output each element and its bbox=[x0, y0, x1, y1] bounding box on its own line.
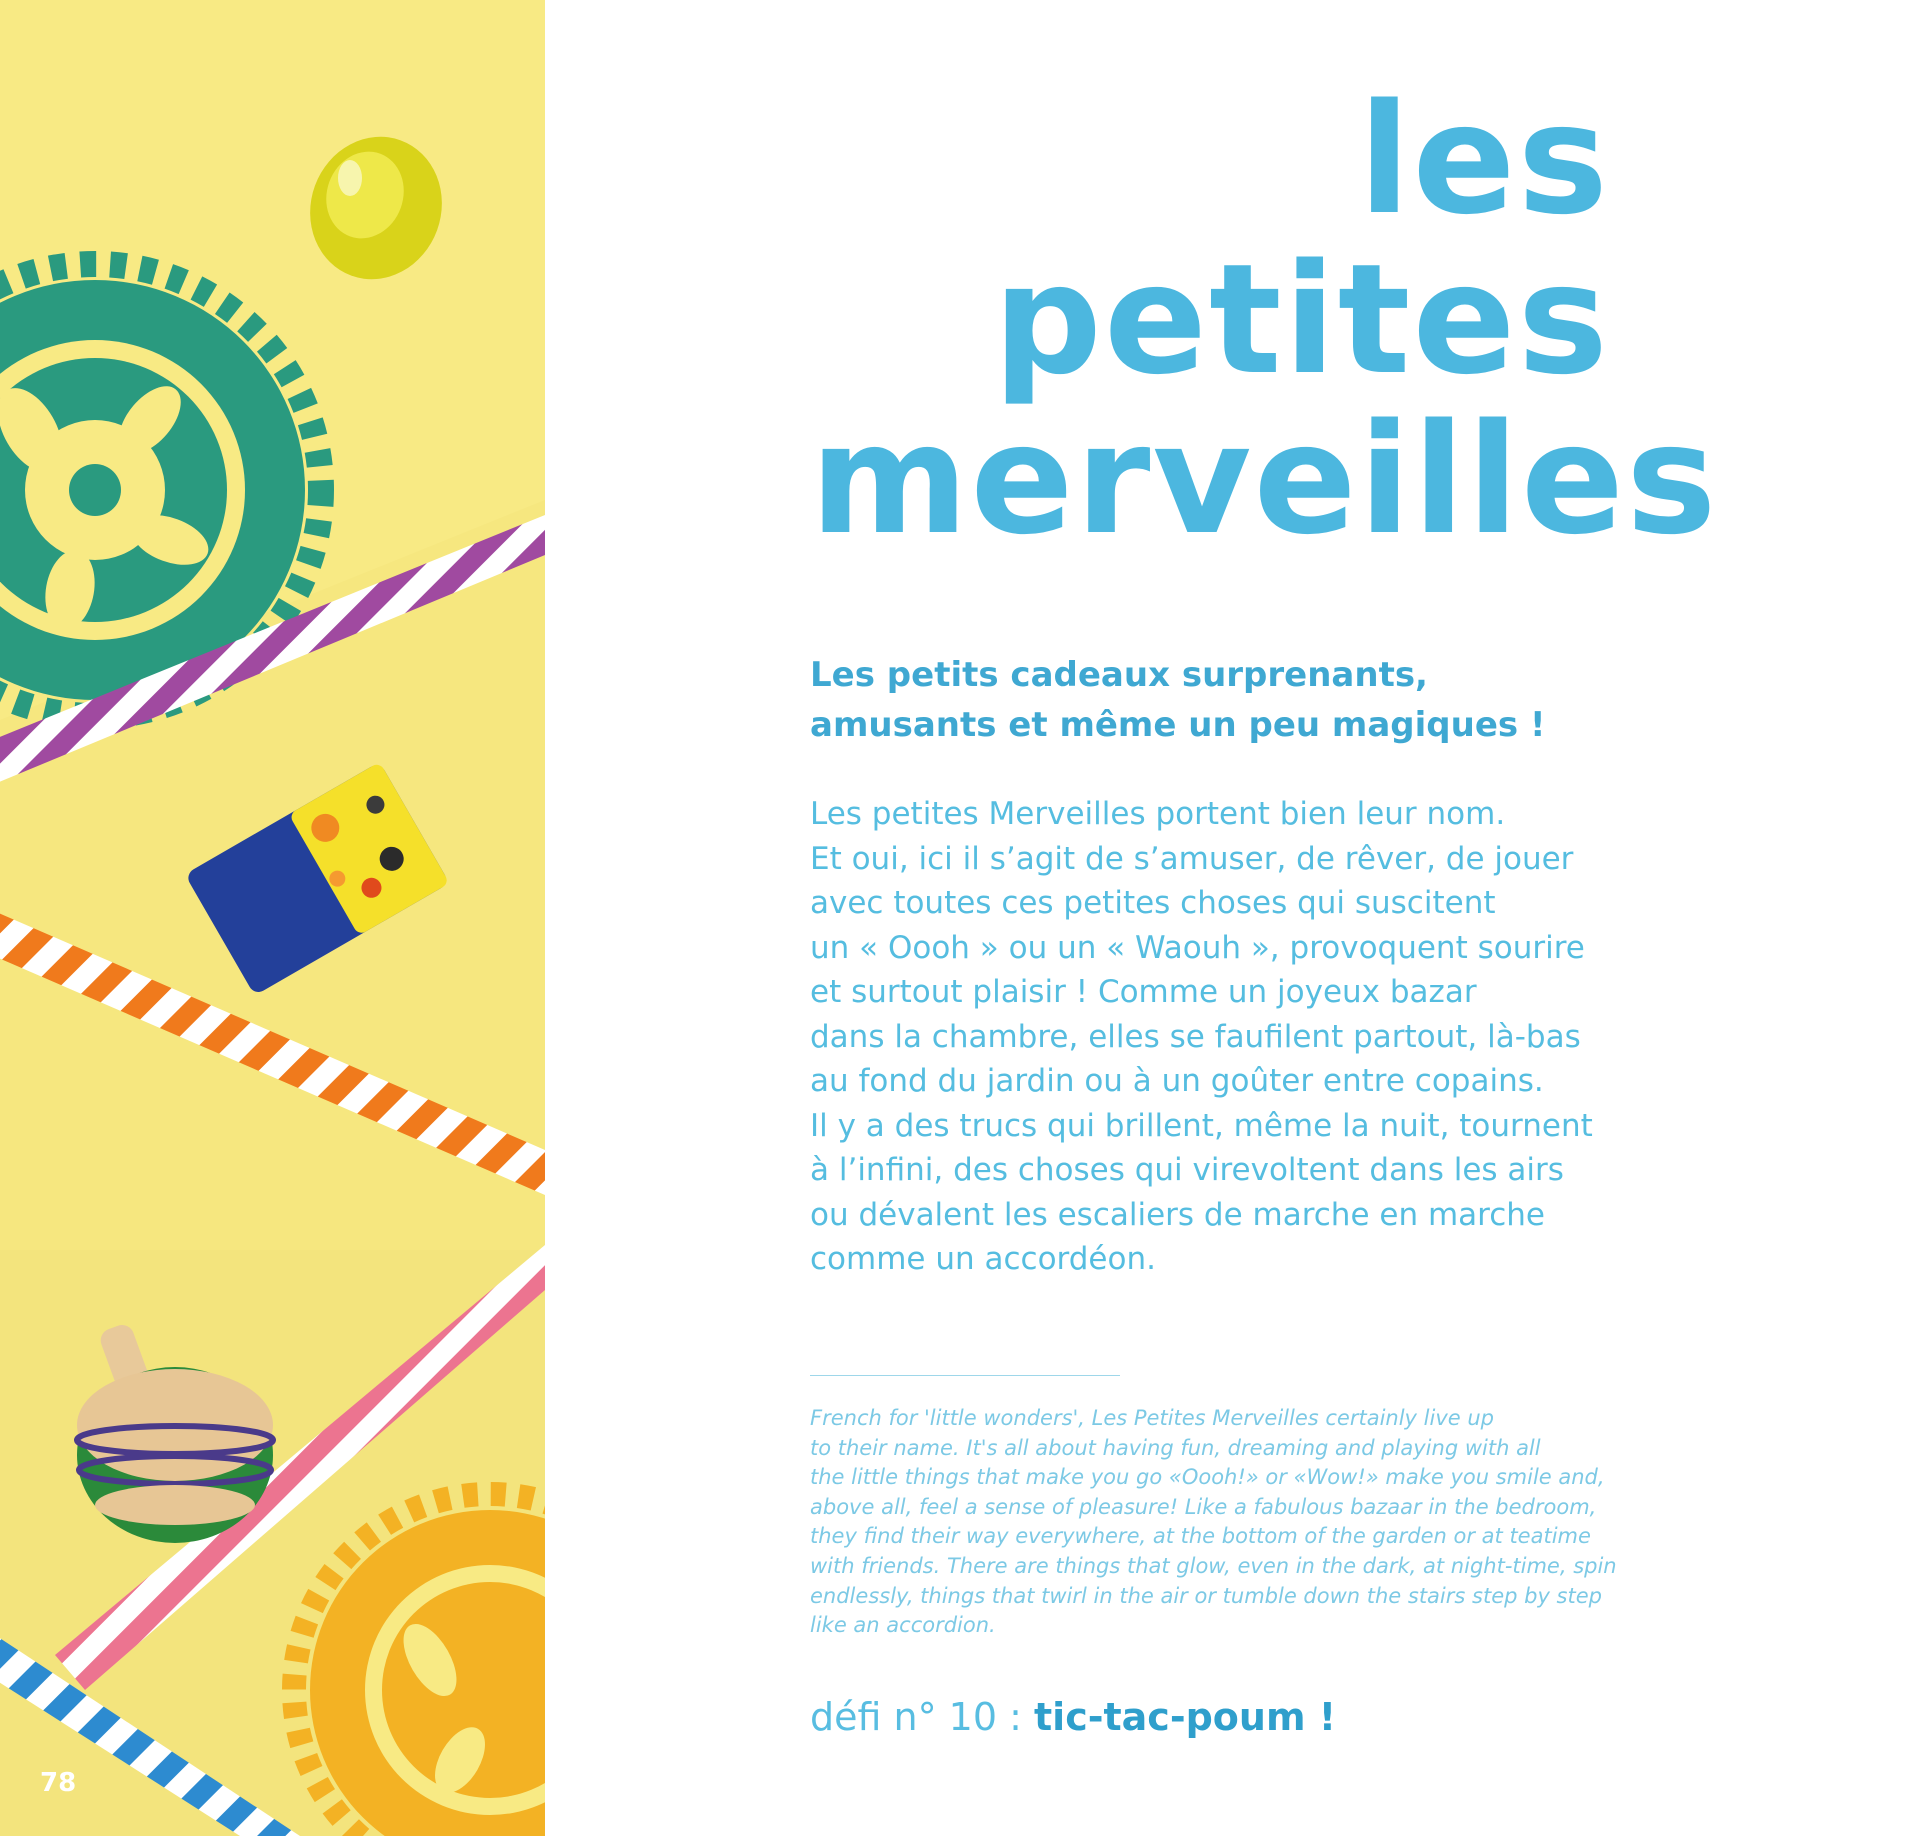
page-title bbox=[810, 71, 1719, 568]
body-line: Les petites Merveilles portent bien leur nom. bbox=[810, 796, 1506, 832]
body-line: Et oui, ici il s’agit de s’amuser, de rêver, de jouer bbox=[810, 840, 1574, 877]
body-line: Il y a des trucs qui brillent, même la nuit, tournent bbox=[810, 1107, 1593, 1144]
body-line: à l’infini, des choses qui virevoltent dans les airs bbox=[810, 1152, 1564, 1188]
yellow-candy bbox=[290, 118, 461, 298]
body-line: comme un accordéon. bbox=[810, 1241, 1156, 1277]
title-line-1: les bbox=[1358, 71, 1610, 248]
translation-line: to their name. It's all about having fun, dreaming and playing with all bbox=[810, 1435, 1541, 1460]
toys-illustration bbox=[0, 0, 545, 1836]
divider bbox=[810, 1375, 1120, 1376]
body-line: un « Oooh » ou un « Waouh », provoquent sourire bbox=[810, 929, 1585, 966]
translation-line: they find their way everywhere, at the bottom of the garden or at teatime bbox=[810, 1524, 1591, 1549]
challenge-prefix: défi n° 10 : bbox=[810, 1695, 1034, 1739]
challenge-name: tic-tac-poum ! bbox=[1034, 1695, 1337, 1739]
subtitle-line-1: Les petits cadeaux surprenants, bbox=[810, 655, 1428, 695]
translation-line: endlessly, things that twirl in the air or tumble down the stairs step by step bbox=[810, 1583, 1602, 1608]
translation-line: like an accordion. bbox=[810, 1613, 996, 1638]
translation-line: French for 'little wonders', Les Petites Merveilles certainly live up bbox=[810, 1406, 1494, 1430]
translation-line: the little things that make you go «Oooh!» or «Wow!» make you smile and, bbox=[810, 1465, 1605, 1490]
translation-line: above all, feel a sense of pleasure! Like a fabulous bazaar in the bedroom, bbox=[810, 1494, 1597, 1519]
title-line-3: merveilles bbox=[810, 391, 1719, 568]
subtitle-line-2: amusants et même un peu magiques ! bbox=[810, 705, 1546, 745]
page-number: 78 bbox=[40, 1768, 77, 1798]
title-line-2: petites bbox=[993, 231, 1610, 408]
body-paragraph bbox=[810, 792, 1610, 1282]
translation-line: with friends. There are things that glow, even in the dark, at night-time, spin bbox=[810, 1553, 1617, 1578]
subtitle bbox=[810, 650, 1610, 750]
body-line: avec toutes ces petites choses qui suscitent bbox=[810, 885, 1496, 921]
challenge-heading bbox=[810, 1695, 1610, 1739]
body-line: dans la chambre, elles se faufilent partout, là-bas bbox=[810, 1018, 1581, 1055]
body-line: ou dévalent les escaliers de marche en marche bbox=[810, 1196, 1545, 1233]
body-line: et surtout plaisir ! Comme un joyeux bazar bbox=[810, 974, 1477, 1010]
english-translation bbox=[810, 1404, 1617, 1641]
toys-photo bbox=[0, 0, 545, 1836]
body-line: au fond du jardin ou à un goûter entre copains. bbox=[810, 1063, 1544, 1099]
